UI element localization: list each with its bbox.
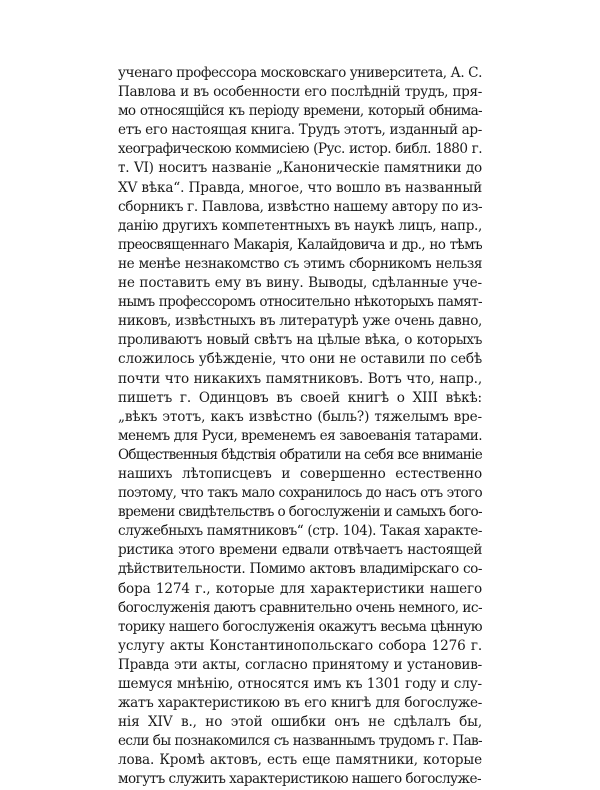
text-line: богослуженія даютъ сравнительно очень немного, ис- bbox=[118, 599, 482, 616]
text-line: ученаго профессора московскаго университета, А. С. bbox=[118, 65, 482, 81]
text-line: Павлова и въ особенности его послѣдній трудъ, пря- bbox=[118, 84, 482, 101]
text-line: проливаютъ новый свѣтъ на цѣлые вѣка, о которыхъ bbox=[118, 332, 482, 349]
text-line: сборникъ г. Павлова, извѣстно нашему автору по из- bbox=[118, 198, 482, 215]
text-line: данію другихъ компетентныхъ въ наукѣ лицъ, напр., bbox=[118, 217, 482, 234]
text-line: могутъ служить характеристикою нашего богослуже- bbox=[118, 771, 481, 788]
body-text bbox=[118, 64, 482, 790]
text-line: не менѣе незнакомство съ этимъ сборникомъ нельзя bbox=[118, 255, 482, 272]
text-line: дѣйствительности. Помимо актовъ владимірскаго со- bbox=[118, 561, 482, 578]
text-line: услугу акты Константинопольскаго собора 1276 г. bbox=[118, 637, 482, 654]
text-line: времени свидѣтельствъ о богослуженіи и самыхъ бого- bbox=[118, 504, 482, 521]
text-line: лова. Кромѣ актовъ, есть еще памятники, которые bbox=[118, 752, 482, 769]
text-line: не поставить ему въ вину. Выводы, сдѣланные уче- bbox=[118, 275, 482, 292]
text-line: если бы познакомился съ названнымъ трудомъ г. Пав- bbox=[118, 733, 482, 750]
text-line: т. VI) носитъ названіе „Каноническіе памятники до bbox=[118, 160, 482, 177]
text-line: XV вѣка“. Правда, многое, что вошло въ названный bbox=[118, 179, 482, 196]
text-line: сложилось убѣжденіе, что они не оставили по себѣ bbox=[118, 351, 482, 368]
text-line: Общественныя бѣдствія обратили на себя все вниманіе bbox=[118, 446, 482, 463]
text-line: торику нашего богослуженія окажутъ весьма цѣнную bbox=[118, 618, 482, 635]
text-line: нашихъ лѣтописцевъ и совершенно естественно bbox=[118, 465, 482, 482]
text-line: Правда эти акты, согласно принятому и установив- bbox=[118, 656, 482, 673]
text-line: служебныхъ памятниковъ“ (стр. 104). Такая характе- bbox=[118, 523, 482, 540]
text-line: етъ его настоящая книга. Трудъ этотъ, изданный ар- bbox=[118, 122, 482, 139]
text-line: жатъ характеристикою въ его книгѣ для богослуже- bbox=[118, 695, 482, 712]
text-line: бора 1274 г., которые для характеристики нашего bbox=[118, 580, 482, 597]
text-line: никовъ, извѣстныхъ въ литературѣ уже очень давно, bbox=[118, 313, 482, 330]
text-line: ристика этого времени едвали отвѣчаетъ настоящей bbox=[118, 542, 482, 559]
text-line: почти что никакихъ памятниковъ. Вотъ что, напр., bbox=[118, 370, 482, 387]
text-line: пишетъ г. Одинцовъ въ своей книгѣ о XIII вѣкѣ: bbox=[118, 389, 482, 406]
text-line: хеографическою коммисіею (Рус. истор. библ. 1880 г. bbox=[118, 141, 482, 158]
text-line: „вѣкъ этотъ, какъ извѣстно (быль?) тяжелымъ вре- bbox=[118, 408, 482, 425]
text-line: нымъ профессоромъ относительно нѣкоторыхъ памят- bbox=[118, 294, 482, 311]
text-line: менемъ для Руси, временемъ ея завоеванія татарами. bbox=[118, 427, 482, 444]
text-line: шемуся мнѣнію, относятся имъ къ 1301 году и слу- bbox=[118, 676, 482, 692]
text-line: поэтому, что такъ мало сохранилось до насъ отъ этого bbox=[118, 485, 482, 502]
text-line: мо относящійся къ періоду времени, который обнима- bbox=[118, 103, 482, 120]
text-line: нія XIV в., но этой ошибки онъ не сдѣлалъ бы, bbox=[118, 714, 482, 731]
text-line: преосвященнаго Макарія, Калайдовича и др., но тѣмъ bbox=[118, 236, 482, 253]
